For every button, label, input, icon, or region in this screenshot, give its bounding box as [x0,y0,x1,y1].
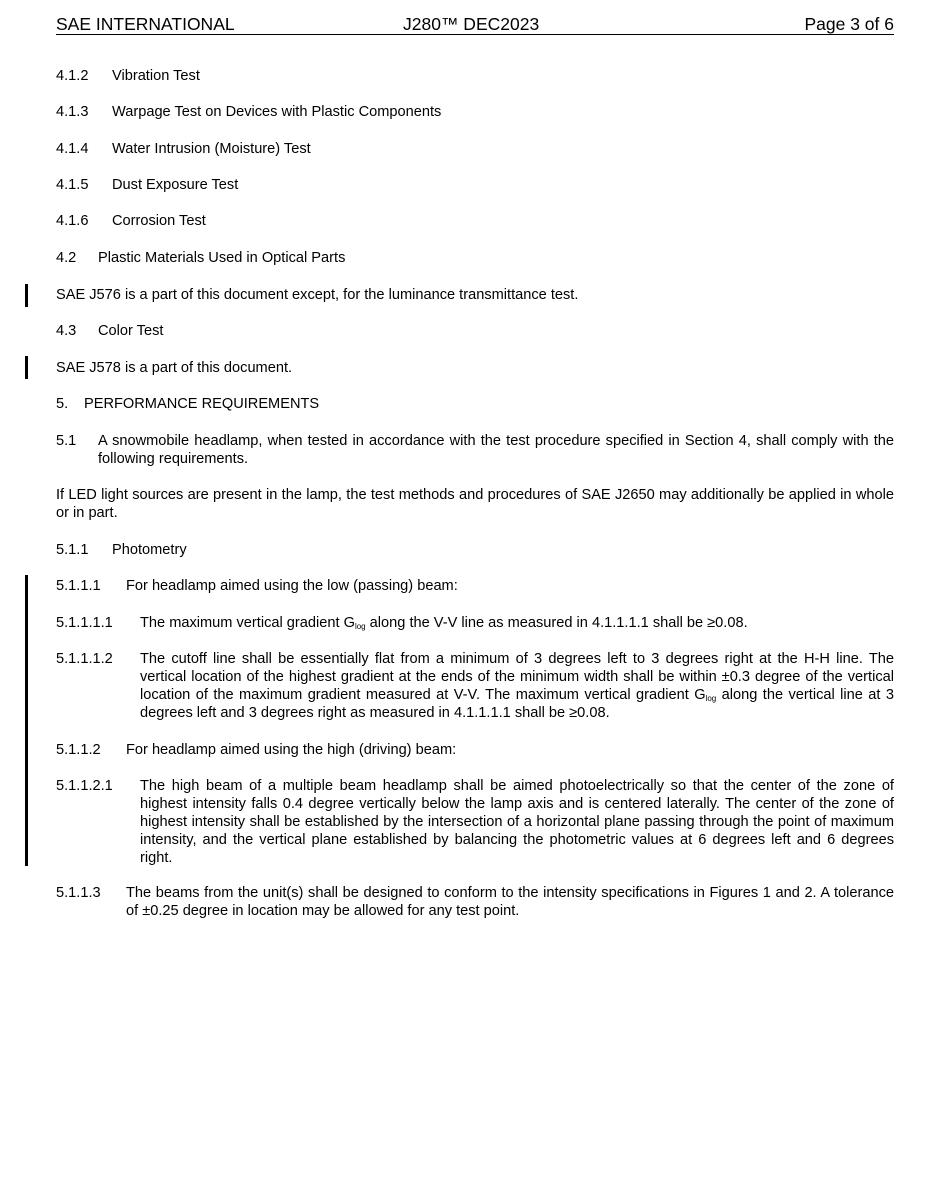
header-page-number: Page 3 of 6 [804,14,894,34]
body-text: The maximum vertical gradient G [140,615,355,631]
paragraph-led: If LED light sources are present in the lamp, the test methods and procedures of SAE J2650 may additionally be applied in whole or in part. [56,487,894,521]
section-number: 4.1.4 [56,141,89,157]
section-body: For headlamp aimed using the high (driving) beam: [126,742,457,758]
paragraph-j576: SAE J576 is a part of this document except, for the luminance transmittance test. [56,287,579,303]
section-body [140,650,894,722]
section-heading: Color Test [98,323,164,339]
section-heading: PERFORMANCE REQUIREMENTS [84,396,320,412]
section-number: 4.3 [56,323,77,339]
section-5-1-1-3 [56,884,894,920]
section-4-1-6 [56,212,894,230]
section-number: 5.1.1.2 [56,742,101,758]
page-header [56,14,894,35]
section-5-1 [56,432,894,468]
section-body: For headlamp aimed using the low (passing) beam: [126,578,458,594]
section-number: 5.1.1.1.2 [56,651,113,667]
section-number: 4.2 [56,250,77,266]
section-number: 4.1.5 [56,177,89,193]
subscript-log: log [705,694,717,703]
section-heading: Photometry [112,542,187,558]
section-heading: Warpage Test on Devices with Plastic Components [112,104,442,120]
section-number: 4.1.2 [56,68,89,84]
section-body: The high beam of a multiple beam headlamp shall be aimed photoelectrically so that the center of the zone of highest intensity falls 0.4 degree vertically below the lamp axis and is centered laterally. The center of the zone of highest intensity shall be established by the intersection of a horizontal plane passing through the point of maximum intensity, and the vertical plane established by balancing the photometric values at 6 degrees left and 6 degrees right. [140,778,894,866]
header-org: SAE INTERNATIONAL [56,14,235,34]
section-number: 5.1 [56,433,77,449]
section-4-1-4 [56,140,894,158]
section-5-1-1-2 [56,741,894,759]
section-number: 4.1.6 [56,213,89,229]
section-heading: Plastic Materials Used in Optical Parts [98,250,346,266]
section-body [140,614,894,632]
section-5 [56,395,894,413]
section-number: 5.1.1.1.1 [56,615,113,631]
body-text: The cutoff line shall be essentially flat from a minimum of 3 degrees left to 3 degrees right at the H-H line. The vertical location of the highest gradient at the ends of the minimum width shall be within ±0.3 degree of the vertical location of the maximum gradient measured at V-V. The maximum vertical gradient G [140,651,894,703]
section-4-1-2 [56,67,894,85]
section-number: 5.1.1.3 [56,885,101,901]
header-doc-id: J280™ DEC2023 [403,14,540,34]
section-number: 5.1.1 [56,542,89,558]
section-4-1-5 [56,176,894,194]
change-bar [25,575,28,866]
section-5-1-1 [56,541,894,559]
section-heading: Water Intrusion (Moisture) Test [112,141,311,157]
change-bar [25,356,28,379]
section-number: 4.1.3 [56,104,89,120]
section-5-1-1-2-1 [56,777,894,867]
section-5-1-1-1-2 [56,650,894,722]
section-number: 5. [56,396,69,412]
body-text: along the V-V line as measured in 4.1.1.1.1 shall be ≥0.08. [365,615,748,631]
section-heading: Dust Exposure Test [112,177,239,193]
section-body: A snowmobile headlamp, when tested in accordance with the test procedure specified in Section 4, shall comply with the following requirements. [98,433,894,467]
section-5-1-1-1 [56,577,894,595]
paragraph-j578: SAE J578 is a part of this document. [56,360,293,376]
section-4-1-3 [56,103,894,121]
section-4-3 [56,322,894,340]
section-body: The beams from the unit(s) shall be designed to conform to the intensity specifications in Figures 1 and 2. A tolerance of ±0.25 degree in location may be allowed for any test point. [126,885,894,919]
section-number: 5.1.1.1 [56,578,101,594]
body-text: along the vertical line at 3 degrees left and 3 degrees right as measured in 4.1.1.1.1 shall be ≥0.08. [140,687,894,721]
section-heading: Corrosion Test [112,213,206,229]
section-4-2 [56,249,894,267]
section-heading: Vibration Test [112,68,200,84]
subscript-log: log [354,622,366,631]
section-5-1-1-1-1 [56,614,894,632]
section-number: 5.1.1.2.1 [56,778,113,794]
change-bar [25,284,28,307]
